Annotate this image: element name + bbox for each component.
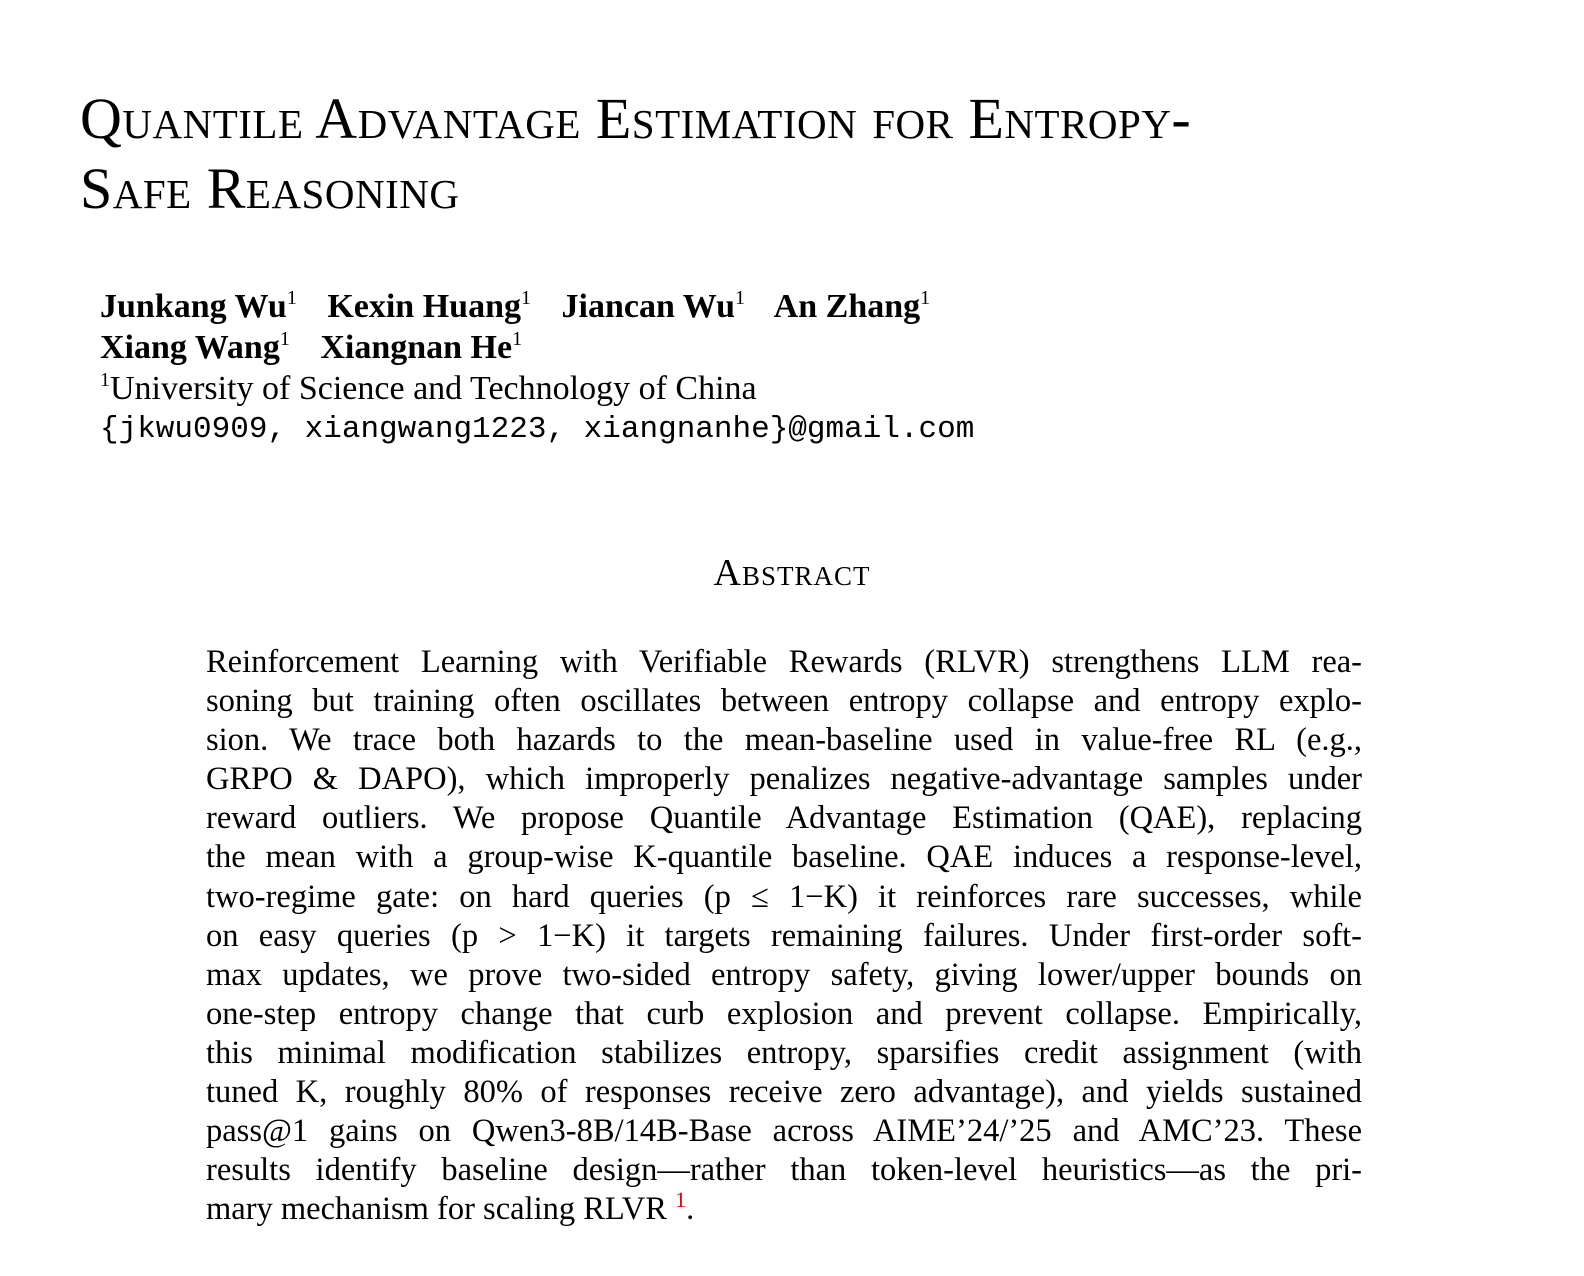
abstract-line: the mean with a group-wise K-quantile baseline. QAE induces a response-level, [206,839,1362,876]
author-name: Xiangnan He [320,329,513,366]
abstract-end-punct: . [686,1191,695,1228]
author-line-1 [100,286,974,327]
abstract-line: this minimal modification stabilizes entropy, sparsifies credit assignment (with [206,1034,1362,1071]
author-block [100,286,974,450]
abstract-line: reward outliers. We propose Quantile Advantage Estimation (QAE), replacing [206,800,1362,837]
affiliation [100,368,974,409]
author-name: Junkang Wu [100,288,287,325]
affiliation-mark: 1 [920,287,931,309]
abstract-line: Reinforcement Learning with Verifiable Rewards (RLVR) strengthens LLM rea- [206,644,1362,680]
author-an-zhang [774,288,930,325]
author-name: Kexin Huang [327,288,521,325]
paper-title [80,84,1520,224]
affiliation-mark: 1 [735,287,746,309]
author-jiancan-wu [562,288,746,325]
abstract-line: pass@1 gains on Qwen3-8B/14B-Base across AIME’24/’25 and AMC’23. These [206,1113,1362,1150]
abstract-line: mary mechanism for scaling RLVR [206,1191,667,1228]
affiliation-mark: 1 [286,287,297,309]
abstract-body [206,643,1362,1229]
affiliation-mark: 1 [521,287,531,309]
author-name: Jiancan Wu [561,288,736,325]
footnote-link[interactable]: 1 [675,1187,687,1213]
abstract-last-line [206,1187,1362,1229]
author-name: An Zhang [773,288,921,325]
author-name: Xiang Wang [100,329,280,366]
author-line-2 [100,327,974,368]
abstract-line: GRPO & DAPO), which improperly penalizes negative-advantage samples under [206,761,1362,798]
abstract-line: on easy queries (p > 1−K) it targets remaining failures. Under first-order soft- [206,917,1362,954]
affiliation-name: University of Science and Technology of China [110,370,757,407]
affiliation-mark: 1 [279,328,290,350]
abstract-line: results identify baseline design—rather than token-level heuristics—as the pri- [206,1152,1362,1189]
title-line-1: Quantile Advantage Estimation for Entropy- [80,86,1192,151]
abstract-line: soning but training often oscillates between entropy collapse and entropy explo- [206,683,1362,720]
abstract-heading: Abstract [713,552,871,594]
author-xiang-wang [100,329,290,366]
abstract-line: max updates, we prove two-sided entropy safety, giving lower/upper bounds on [206,956,1362,993]
author-xiangnan-he [320,329,522,366]
title-line-2: Safe Reasoning [80,156,460,221]
abstract-line: sion. We trace both hazards to the mean-baseline used in value-free RL (e.g., [206,722,1362,759]
author-kexin-huang [327,288,531,325]
author-junkang-wu [100,288,297,325]
affiliation-mark: 1 [512,328,523,350]
abstract-line: one-step entropy change that curb explosion and prevent collapse. Empirically, [206,995,1362,1032]
affiliation-mark: 1 [100,369,110,391]
author-emails[interactable]: {jkwu0909, xiangwang1223, xiangnanhe}@gmail.com [100,412,975,447]
abstract-line: two-regime gate: on hard queries (p ≤ 1−K) it reinforces rare successes, while [206,878,1362,915]
abstract-line: tuned K, roughly 80% of responses receive zero advantage), and yields sustained [206,1074,1362,1111]
